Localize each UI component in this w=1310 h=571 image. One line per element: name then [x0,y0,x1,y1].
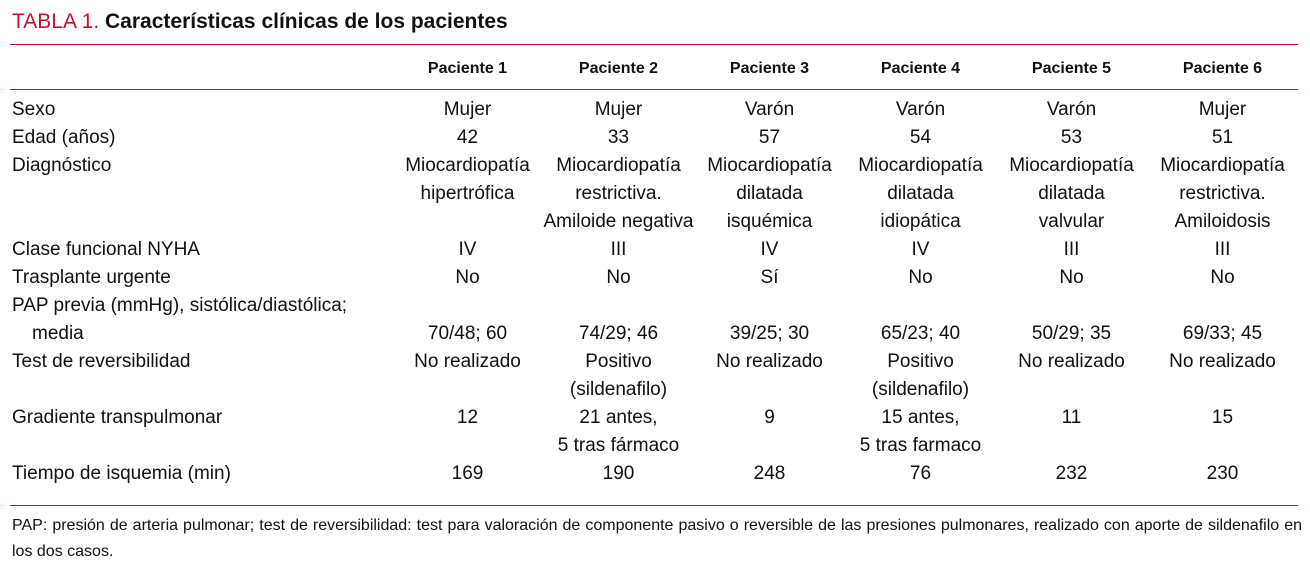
table-cell: 53 [1060,127,1083,148]
table-cell: 12 [456,407,479,428]
bottom-rule [10,505,1298,506]
table-row-trasplante [10,264,1298,292]
column-header: Paciente 4 [880,60,961,77]
table-cell: No [908,267,933,288]
row-label [10,292,392,348]
table-row-gradiente [10,404,1298,460]
table-cell: IV [911,239,930,260]
table-cell: Varón [744,99,795,120]
table-cell: 190 [602,463,635,484]
table-cell: No [1059,267,1084,288]
row-label: Diagnóstico [12,155,112,176]
table-cell: 169 [451,463,484,484]
table-cell: 51 [1211,127,1234,148]
table-cell: 232 [1055,463,1088,484]
row-label: Edad (años) [12,127,116,148]
table-cell: Sí [760,267,779,288]
table-cell: 15 [1211,407,1234,428]
table-cell: IV [458,239,477,260]
table-caption: Características clínicas de los pacientes [105,10,508,33]
table-cell: 50/29; 35 [1031,323,1112,344]
table-footnote: PAP: presión de arteria pulmonar; test de reversibilidad: test para valoración de componente pasivo o reversible de las presiones pulmonares, realizado con aporte de sildenafilo en los dos casos. [12,517,1302,560]
table-cell: No [455,267,480,288]
table-cell: 248 [753,463,786,484]
table-cell: No realizado [1018,351,1125,372]
header-empty [10,52,392,86]
row-label: Test de reversibilidad [12,351,191,372]
table-cell: 70/48; 60 [427,323,508,344]
table-label: TABLA 1. [12,10,100,33]
table-cell: Miocardiopatía restrictiva. Amiloide negativa [543,155,694,232]
table-cell: 69/33; 45 [1182,323,1263,344]
patients-table [10,52,1298,488]
table-row-pap [10,292,1298,348]
table-cell: Miocardiopatía dilatada isquémica [707,155,832,232]
table-row-sexo [10,96,1298,124]
table-cell: 11 [1061,407,1082,428]
row-label-line2: media [32,323,84,344]
table-cell: Mujer [443,99,492,120]
table-cell: III [1063,239,1080,260]
table-cell: Miocardiopatía dilatada valvular [1009,155,1134,232]
table-cell: Positivo (sildenafilo) [871,351,970,400]
table-cell: No [1210,267,1235,288]
table-cell: 57 [758,127,781,148]
column-header: Paciente 3 [729,60,810,77]
table-row-reversibilidad [10,348,1298,404]
row-label-line1: PAP previa (mmHg), sistólica/diastólica; [12,295,348,316]
table-cell: 65/23; 40 [880,323,961,344]
row-label: Trasplante urgente [12,267,171,288]
top-rule [10,44,1298,45]
row-label: Clase funcional NYHA [12,239,200,260]
table-cell: No realizado [716,351,823,372]
column-header: Paciente 2 [578,60,659,77]
table-cell: Miocardiopatía hipertrófica [405,155,530,204]
table-cell: 230 [1206,463,1239,484]
table-cell: Varón [1046,99,1097,120]
table-cell: 33 [607,127,630,148]
header-row [10,52,1298,86]
table-cell: Miocardiopatía restrictiva. Amiloidosis [1160,155,1285,232]
table-cell: 15 antes, 5 tras farmaco [859,407,982,456]
column-header: Paciente 6 [1182,60,1263,77]
table-cell: Mujer [1198,99,1247,120]
table-cell: Varón [895,99,946,120]
table-cell: Mujer [594,99,643,120]
table-title [12,8,508,36]
table-cell: IV [760,239,779,260]
row-label: Sexo [12,99,56,120]
table-cell: 39/25; 30 [729,323,810,344]
table-cell: III [1214,239,1231,260]
table-cell: 54 [909,127,932,148]
table-cell: No [606,267,631,288]
table-cell: 76 [909,463,932,484]
column-header: Paciente 5 [1031,60,1112,77]
table-cell: III [610,239,627,260]
table-row-diagnostico [10,152,1298,236]
table-cell: Miocardiopatía dilatada idiopática [858,155,983,232]
table-row-isquemia [10,460,1298,488]
table-row-edad [10,124,1298,152]
table-cell: Positivo (sildenafilo) [569,351,668,400]
table-cell: 74/29; 46 [578,323,659,344]
table-cell: 42 [456,127,479,148]
table-cell: No realizado [414,351,521,372]
column-header: Paciente 1 [427,60,508,77]
row-label: Gradiente transpulmonar [12,407,223,428]
table-row-nyha [10,236,1298,264]
table-cell: No realizado [1169,351,1276,372]
table-cell: 9 [764,407,775,428]
row-label: Tiempo de isquemia (min) [12,463,231,484]
table-cell: 21 antes, 5 tras fármaco [557,407,680,456]
